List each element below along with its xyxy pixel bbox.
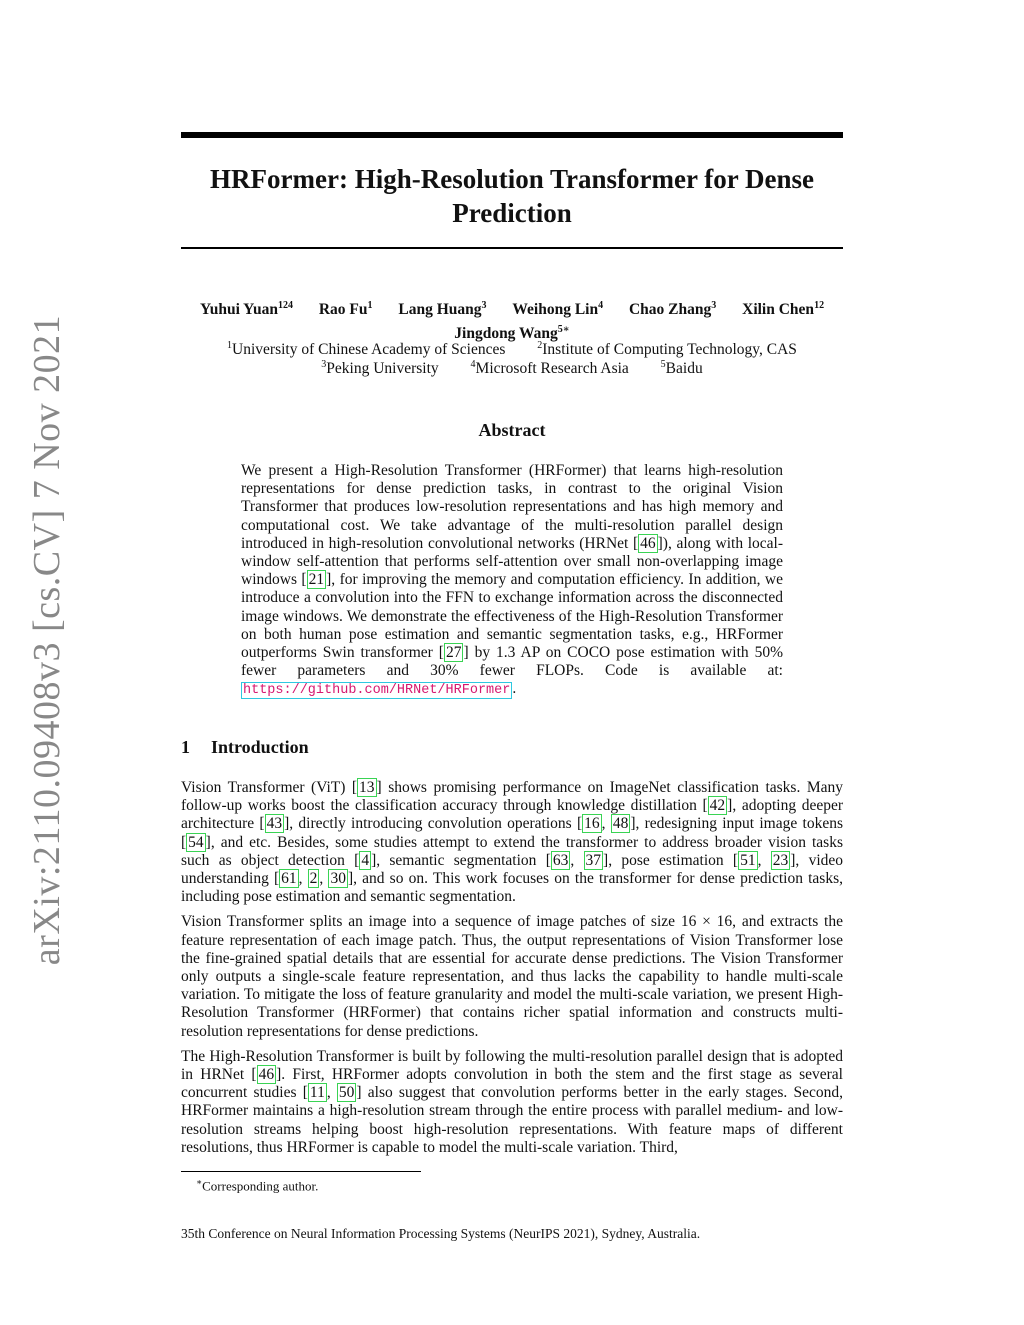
paper-title: HRFormer: High-Resolution Transformer for Dense Prediction: [210, 164, 814, 228]
citation-link[interactable]: 4: [361, 851, 370, 869]
citation-link[interactable]: 27: [445, 644, 462, 662]
author: Chao Zhang$^3$: [628, 300, 717, 319]
affiliation: $^5$Baidu: [660, 359, 703, 378]
citation-link[interactable]: 48: [612, 815, 629, 833]
section-title: Introduction: [211, 737, 309, 757]
citation-link[interactable]: 63: [552, 851, 569, 869]
citation-link[interactable]: 54: [188, 833, 204, 851]
affiliation: $^3$Peking University: [321, 359, 439, 378]
author: Xilin Chen$^{12}$: [742, 300, 825, 319]
affiliation: $^1$University of Chinese Academy of Sciences: [227, 340, 506, 359]
paragraph: Vision Transformer splits an image into a sequence of image patches of size 16 × 16, and extracts the feature representation of each image patch. Thus, the output representations of Vision Transformer lose the fine-grained spatial details that are essential for accurate dense predictions. The Vision Transformer only outputs a single-scale feature representation, and thus lacks the capability to handle multi-scale variation. To mitigate the loss of feature granularity and model the multi-scale variation, we present High-Resolution Transformer (HRFormer) that contains richer spatial information and constructs multi-resolution representations for dense predictions.: [181, 913, 843, 1040]
citation-link[interactable]: 23: [772, 851, 789, 869]
citation-link[interactable]: 16: [584, 815, 600, 833]
introduction-body: [181, 779, 843, 1164]
abstract-heading: Abstract: [478, 420, 546, 440]
citation-link[interactable]: 42: [709, 797, 726, 815]
citation-link[interactable]: 46: [640, 534, 656, 552]
code-url-link[interactable]: https://github.com/HRNet/HRFormer: [243, 683, 511, 699]
title-bottom-rule: [181, 247, 843, 249]
paragraph: The High-Resolution Transformer is built by following the multi-resolution parallel design that is adopted in HRNet [ 46 ]. First, HRFormer adopts convolution in both the stem and the first stage as several concurrent studies [ 11 , 50 ] also suggest that convolution performs better in the early stages. Second, HRFormer maintains a high-resolution stream through the entire process with parallel medium- and low-resolution streams helping boost high-resolution representations. With feature maps of different resolutions, thus HRFormer is capable to model the multi-scale variation. Third,: [181, 1047, 843, 1156]
citation-link[interactable]: 37: [585, 851, 602, 869]
paragraph: Vision Transformer (ViT) [ 13 ] shows promising performance on ImageNet classification tasks. Many follow-up works boost the classification accuracy through knowledge distillation [ 42 ], adopting deeper architecture [ 43 ], directly introducing convolution operations [ 16 , 48 ], redesigning input image tokens [ 54 ], and etc. Besides, some studies attempt to extend the transformer to address broader vision tasks such as object detection [ 4 ], semantic segmentation [ 63 , 37 ], pose estimation [ 51 , 23 ], video understanding [ 61 , 2 , 30 ], and so on. This work focuses on the transformer for dense prediction tasks, including pose estimation and semantic segmentation.: [181, 779, 844, 906]
title-top-rule: [181, 132, 843, 138]
citation-link[interactable]: 13: [359, 779, 375, 796]
author: Weihong Lin$^4$: [512, 300, 604, 319]
author: Lang Huang$^3$: [398, 300, 487, 319]
author: Jingdong Wang$^{5∗}$: [454, 324, 570, 343]
citation-link[interactable]: 51: [740, 851, 756, 869]
citation-link[interactable]: 30: [330, 870, 346, 888]
arxiv-identifier: arXiv:2110.09408v3 [cs.CV] 7 Nov 2021: [26, 314, 68, 966]
citation-link[interactable]: 46: [258, 1066, 275, 1084]
affiliation: $^4$Microsoft Research Asia: [470, 359, 629, 378]
section-number: 1: [181, 737, 190, 757]
affiliation: $^2$Institute of Computing Technology, CAS: [537, 340, 797, 359]
conference-footer: 35th Conference on Neural Information Processing Systems (NeurIPS 2021), Sydney, Australia.: [181, 1226, 701, 1241]
citation-link[interactable]: 21: [308, 571, 325, 589]
author: Yuhui Yuan$^{124}$: [199, 300, 293, 319]
citation-link[interactable]: 11: [309, 1084, 325, 1102]
footnote: ∗Corresponding author.: [196, 1177, 319, 1194]
citation-link[interactable]: 50: [338, 1084, 355, 1102]
author: Rao Fu$^1$: [318, 300, 373, 319]
affiliations-line-2: [181, 355, 843, 379]
abstract-body: We present a High-Resolution Transformer (HRFormer) that learns high-resolution representations for dense prediction tasks, in contrast to the original Vision Transformer that produces low-resolution representations and has high memory and computational cost. We take advantage of the multi-resolution parallel design introduced in high-resolution convolutional networks (HRNet [ 46 ]), along with local-window self-attention that performs self-attention over small non-overlapping image windows [ 21 ], for improving the memory and computation efficiency. In addition, we introduce a convolution into the FFN to exchange information across the disconnected image windows. We demonstrate the effectiveness of the High-Resolution Transformer on both human pose estimation and semantic segmentation tasks, e.g., HRFormer outperforms Swin transformer [ 27 ] by 1.3 AP on COCO pose estimation with 50% fewer parameters and 30% fewer FLOPs. Code is available at: https://github.com/HRNet/HRFormer .: [241, 462, 784, 699]
citation-link[interactable]: 61: [281, 870, 297, 888]
citation-link[interactable]: 43: [266, 815, 283, 833]
citation-link[interactable]: 2: [309, 870, 318, 888]
footnote-rule: [181, 1171, 421, 1172]
section-heading: [181, 737, 309, 758]
